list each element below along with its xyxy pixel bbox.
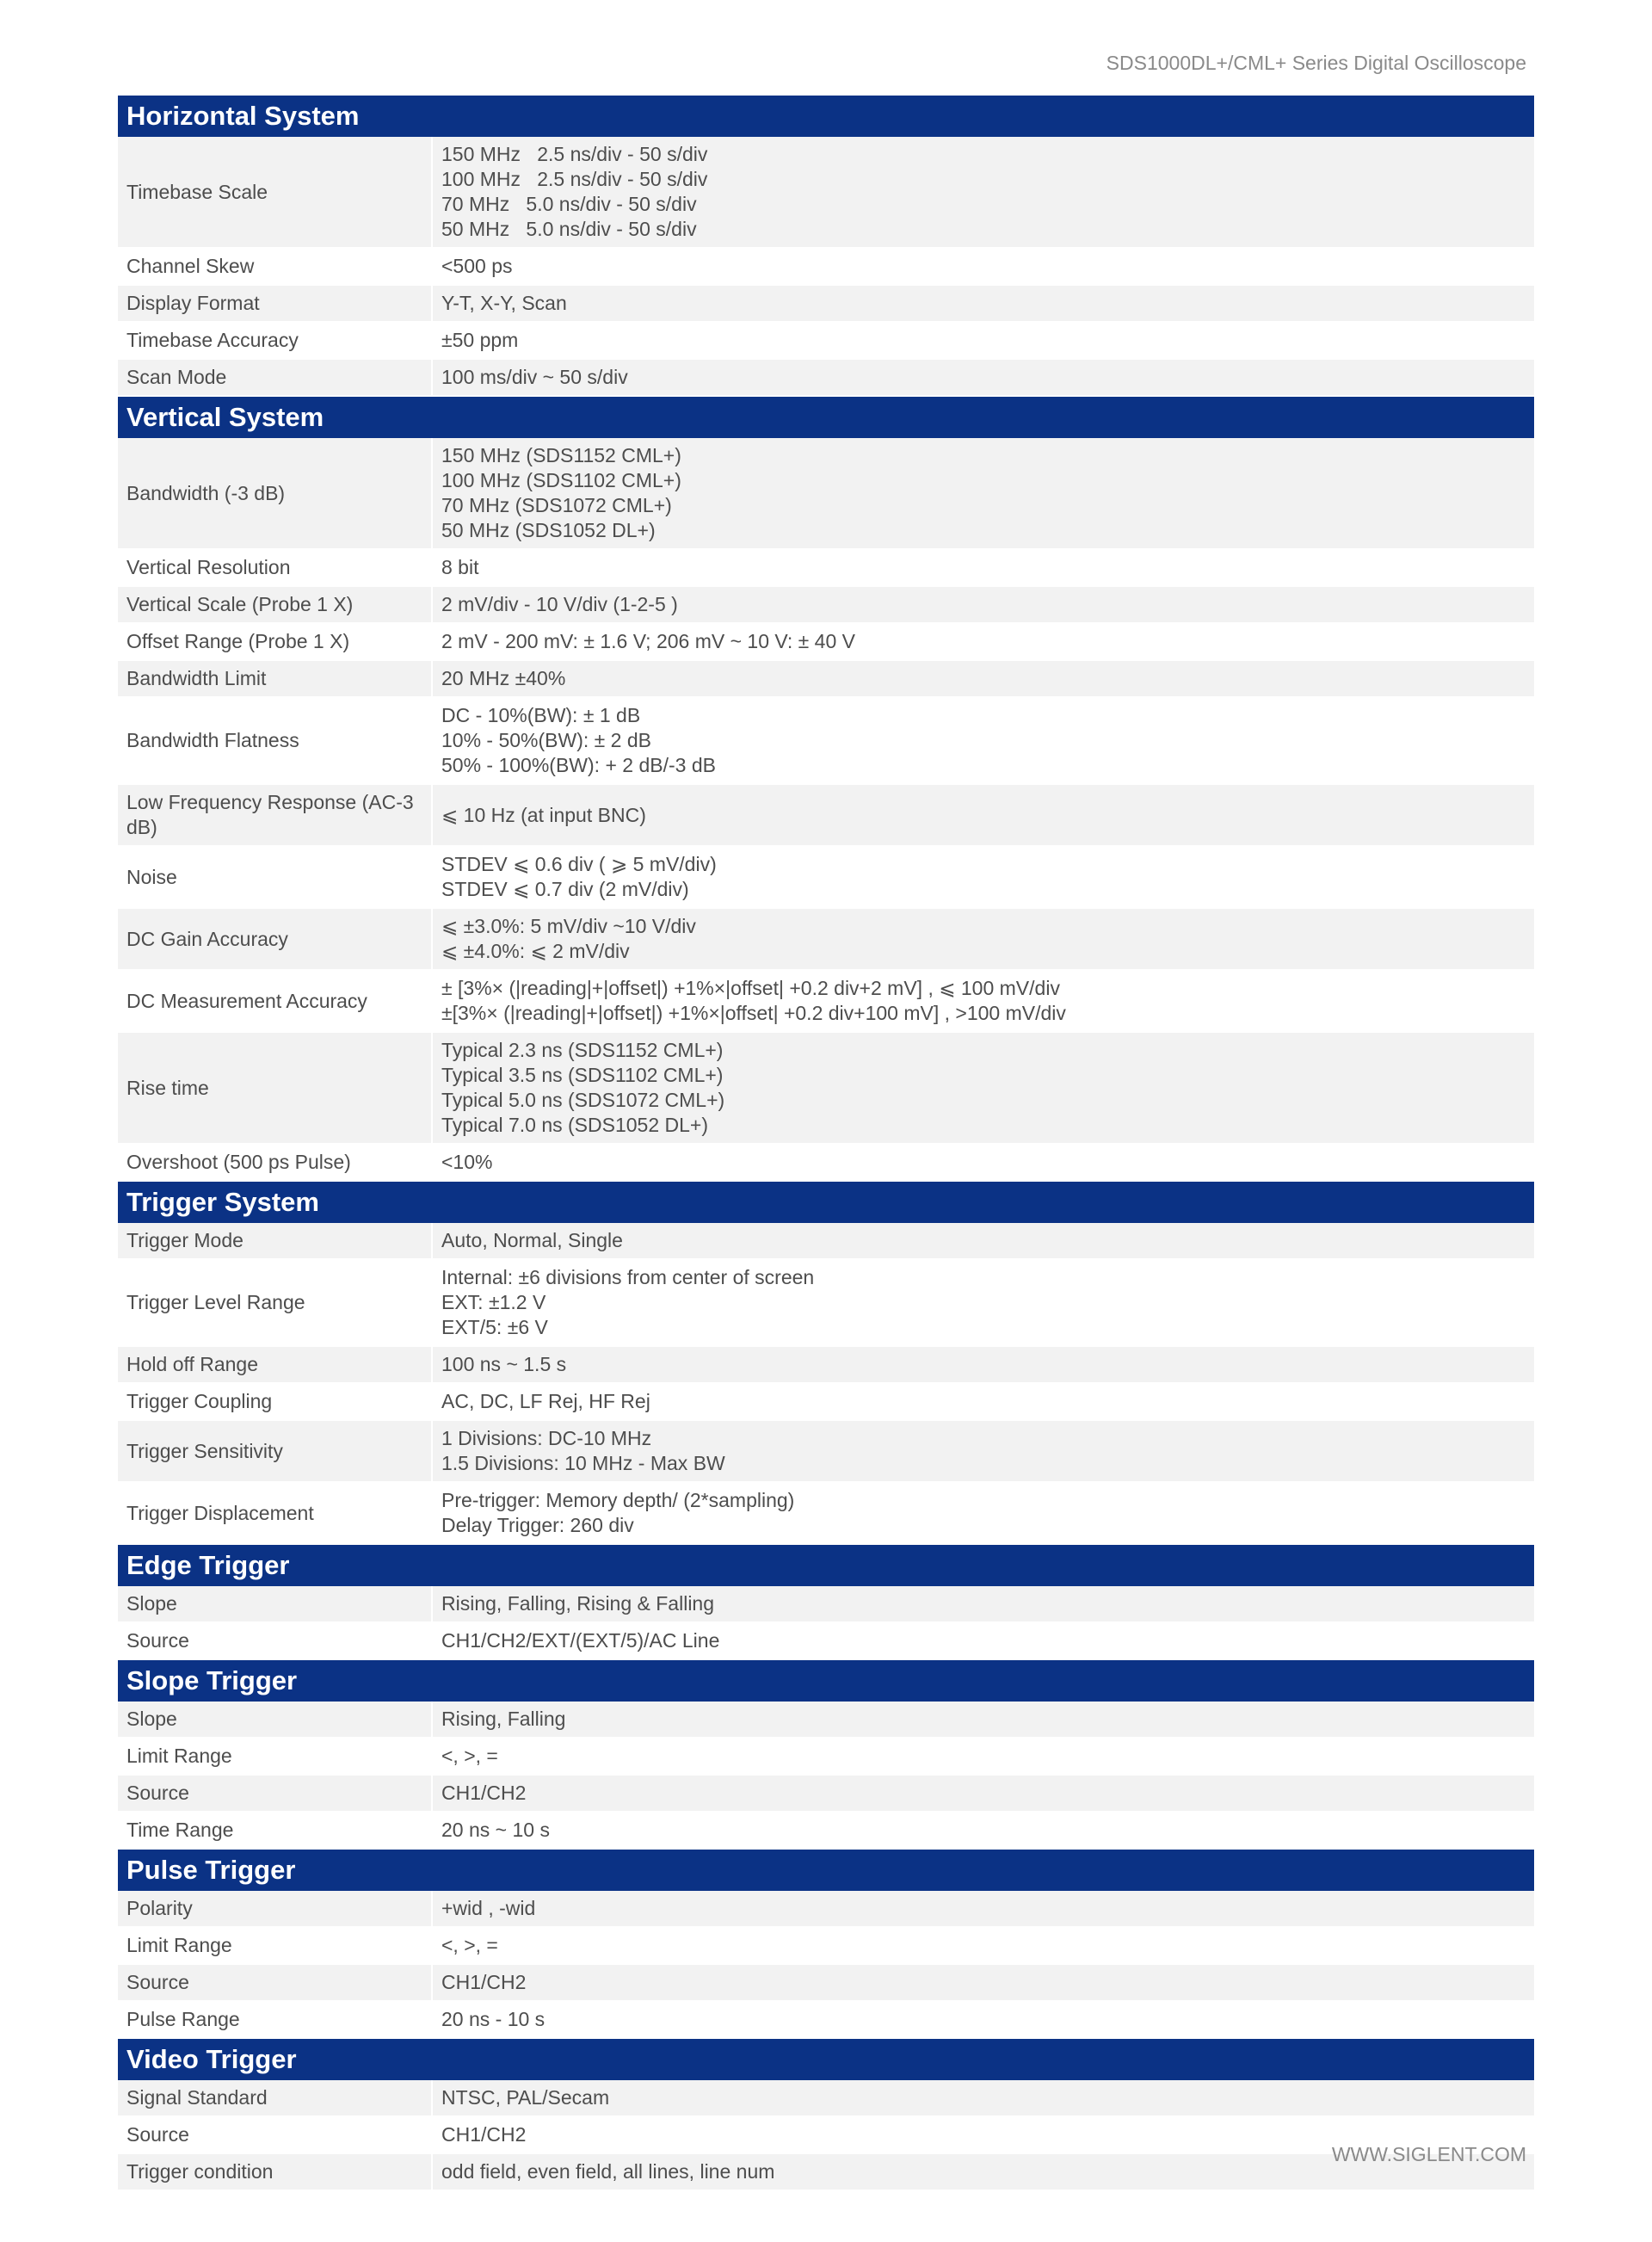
spec-label: Limit Range (118, 1739, 433, 1774)
spec-label: Trigger Mode (118, 1223, 433, 1258)
spec-value (433, 438, 1534, 548)
spec-value (433, 1813, 1534, 1848)
spec-label: Hold off Range (118, 1347, 433, 1382)
spec-value-line: Typical 2.3 ns (SDS1152 CML+) (441, 1039, 724, 1061)
spec-label: Vertical Scale (Probe 1 X) (118, 587, 433, 622)
spec-label: Trigger Level Range (118, 1260, 433, 1345)
spec-row (118, 785, 1534, 847)
spec-row (118, 847, 1534, 909)
spec-value-line: ± [3%× (|reading|+|offset|) +1%×|offset| +0.2 div+2 mV] , ⩽ 100 mV/div (441, 977, 1060, 999)
spec-value (433, 798, 1534, 833)
spec-value-line: AC, DC, LF Rej, HF Rej (441, 1390, 650, 1412)
spec-value-line: STDEV ⩽ 0.7 div (2 mV/div) (441, 878, 689, 900)
spec-label: Source (118, 1965, 433, 2000)
spec-value-line: 150 MHz (SDS1152 CML+) (441, 444, 681, 466)
spec-label: Overshoot (500 ps Pulse) (118, 1145, 433, 1180)
spec-label: Vertical Resolution (118, 550, 433, 585)
spec-label: Noise (118, 847, 433, 907)
spec-label: Trigger Coupling (118, 1384, 433, 1419)
spec-value (433, 1260, 1534, 1345)
spec-value-line: CH1/CH2 (441, 2123, 527, 2146)
spec-value (433, 1586, 1534, 1621)
spec-label: Timebase Accuracy (118, 323, 433, 358)
spec-value (433, 249, 1534, 284)
spec-label: Channel Skew (118, 249, 433, 284)
spec-value-line: 50 MHz (SDS1052 DL+) (441, 519, 656, 541)
spec-value-line: 50 MHz 5.0 ns/div - 50 s/div (441, 218, 697, 240)
spec-value-line: 70 MHz 5.0 ns/div - 50 s/div (441, 193, 697, 215)
spec-value-line: Auto, Normal, Single (441, 1229, 623, 1251)
spec-value (433, 1702, 1534, 1737)
spec-table (118, 96, 1534, 2191)
spec-value (433, 1483, 1534, 1543)
spec-value-line: 20 ns ~ 10 s (441, 1819, 550, 1841)
spec-value (433, 624, 1534, 659)
spec-value-line: odd field, even field, all lines, line num (441, 2160, 775, 2183)
spec-value (433, 1891, 1534, 1926)
spec-value-line: 100 ns ~ 1.5 s (441, 1353, 567, 1375)
spec-label: DC Gain Accuracy (118, 909, 433, 969)
section-header: Slope Trigger (118, 1660, 1534, 1702)
spec-value (433, 971, 1534, 1031)
spec-row (118, 1702, 1534, 1739)
spec-value-line: Internal: ±6 divisions from center of screen (441, 1266, 815, 1288)
running-header: SDS1000DL+/CML+ Series Digital Oscilloscope (1106, 52, 1526, 74)
spec-label: Display Format (118, 286, 433, 321)
spec-value (433, 360, 1534, 395)
spec-value (433, 1033, 1534, 1143)
spec-value-line: ⩽ ±3.0%: 5 mV/div ~10 V/div (441, 915, 696, 937)
spec-value-line: Pre-trigger: Memory depth/ (2*sampling) (441, 1489, 795, 1511)
spec-value-line: ⩽ ±4.0%: ⩽ 2 mV/div (441, 940, 630, 962)
spec-value-line: 20 ns - 10 s (441, 2008, 546, 2030)
spec-row (118, 137, 1534, 249)
spec-label: Rise time (118, 1033, 433, 1143)
spec-label: Trigger condition (118, 2154, 433, 2190)
spec-value (433, 909, 1534, 969)
spec-label: Slope (118, 1702, 433, 1737)
spec-value-line: 100 ms/div ~ 50 s/div (441, 366, 628, 388)
spec-label: Trigger Displacement (118, 1483, 433, 1543)
spec-row (118, 698, 1534, 785)
spec-label: Low Frequency Response (AC-3 dB) (118, 785, 433, 845)
spec-row (118, 286, 1534, 323)
spec-row (118, 323, 1534, 360)
spec-label: Source (118, 2117, 433, 2152)
spec-row (118, 438, 1534, 550)
spec-value (433, 1739, 1534, 1774)
spec-value (433, 1347, 1534, 1382)
section-header: Horizontal System (118, 96, 1534, 137)
spec-value (433, 286, 1534, 321)
section-header: Trigger System (118, 1182, 1534, 1223)
spec-row (118, 1145, 1534, 1182)
spec-value-line: Rising, Falling (441, 1708, 566, 1730)
spec-value-line: Rising, Falling, Rising & Falling (441, 1592, 715, 1615)
spec-value-line: <, >, = (441, 1745, 498, 1767)
spec-label: Offset Range (Probe 1 X) (118, 624, 433, 659)
spec-label: Bandwidth Limit (118, 661, 433, 696)
spec-row (118, 1586, 1534, 1623)
spec-value-line: Delay Trigger: 260 div (441, 1514, 634, 1536)
spec-row (118, 661, 1534, 698)
spec-row (118, 1033, 1534, 1145)
spec-label: Time Range (118, 1813, 433, 1848)
spec-value (433, 1421, 1534, 1481)
spec-row (118, 2117, 1534, 2154)
spec-value-line: 1.5 Divisions: 10 MHz - Max BW (441, 1452, 725, 1474)
spec-value-line: 100 MHz 2.5 ns/div - 50 s/div (441, 168, 708, 190)
spec-value-line: CH1/CH2/EXT/(EXT/5)/AC Line (441, 1629, 720, 1652)
spec-value (433, 1384, 1534, 1419)
section-header: Video Trigger (118, 2039, 1534, 2080)
spec-value (433, 1776, 1534, 1811)
spec-label: Slope (118, 1586, 433, 1621)
spec-label: Limit Range (118, 1928, 433, 1963)
spec-row (118, 360, 1534, 397)
spec-value-line: <500 ps (441, 255, 513, 277)
spec-value (433, 661, 1534, 696)
spec-label: Signal Standard (118, 2080, 433, 2115)
spec-value-line: CH1/CH2 (441, 1782, 527, 1804)
spec-label: Timebase Scale (118, 137, 433, 247)
spec-value (433, 847, 1534, 907)
spec-value-line: NTSC, PAL/Secam (441, 2086, 610, 2109)
spec-value (433, 323, 1534, 358)
spec-value-line: 2 mV/div - 10 V/div (1-2-5 ) (441, 593, 678, 615)
spec-value (433, 587, 1534, 622)
spec-label: DC Measurement Accuracy (118, 971, 433, 1031)
spec-value-line: +wid , -wid (441, 1897, 536, 1919)
spec-value-line: 50% - 100%(BW): + 2 dB/-3 dB (441, 754, 716, 776)
spec-row (118, 1965, 1534, 2002)
spec-label: Source (118, 1623, 433, 1658)
spec-row (118, 2154, 1534, 2191)
spec-label: Bandwidth (-3 dB) (118, 438, 433, 548)
spec-value (433, 1223, 1534, 1258)
spec-value-line: ⩽ 10 Hz (at input BNC) (441, 803, 646, 826)
spec-value-line: <, >, = (441, 1934, 498, 1956)
spec-value (433, 1145, 1534, 1180)
spec-row (118, 971, 1534, 1033)
spec-label: Bandwidth Flatness (118, 698, 433, 783)
spec-value (433, 698, 1534, 783)
spec-value (433, 137, 1534, 247)
spec-value-line: EXT: ±1.2 V (441, 1291, 546, 1313)
spec-row (118, 1223, 1534, 1260)
spec-value-line: Typical 3.5 ns (SDS1102 CML+) (441, 1064, 724, 1086)
spec-value-line: ±50 ppm (441, 329, 519, 351)
spec-value (433, 1928, 1534, 1963)
spec-row (118, 1347, 1534, 1384)
spec-value-line: 20 MHz ±40% (441, 667, 566, 689)
spec-value-line: Y-T, X-Y, Scan (441, 292, 567, 314)
spec-value-line: 2 mV - 200 mV: ± 1.6 V; 206 mV ~ 10 V: ± 40 V (441, 630, 856, 652)
spec-value-line: 150 MHz 2.5 ns/div - 50 s/div (441, 143, 708, 165)
section-header: Edge Trigger (118, 1545, 1534, 1586)
spec-row (118, 2002, 1534, 2039)
footer-url: WWW.SIGLENT.COM (1331, 2143, 1526, 2165)
spec-value-line: 100 MHz (SDS1102 CML+) (441, 469, 681, 491)
spec-row (118, 909, 1534, 971)
spec-value-line: 70 MHz (SDS1072 CML+) (441, 494, 672, 516)
spec-row (118, 1421, 1534, 1483)
spec-value (433, 2002, 1534, 2037)
spec-value-line: CH1/CH2 (441, 1971, 527, 1993)
section-header: Pulse Trigger (118, 1850, 1534, 1891)
spec-value-line: Typical 7.0 ns (SDS1052 DL+) (441, 1114, 709, 1136)
spec-row (118, 1483, 1534, 1545)
spec-value-line: 1 Divisions: DC-10 MHz (441, 1427, 652, 1449)
spec-value-line: Typical 5.0 ns (SDS1072 CML+) (441, 1089, 725, 1111)
spec-row (118, 1623, 1534, 1660)
spec-label: Polarity (118, 1891, 433, 1926)
spec-label: Trigger Sensitivity (118, 1421, 433, 1481)
spec-row (118, 1928, 1534, 1965)
spec-row (118, 1739, 1534, 1776)
spec-label: Scan Mode (118, 360, 433, 395)
section-header: Vertical System (118, 397, 1534, 438)
spec-value-line: 10% - 50%(BW): ± 2 dB (441, 729, 651, 751)
spec-row (118, 1891, 1534, 1928)
spec-row (118, 2080, 1534, 2117)
spec-row (118, 249, 1534, 286)
spec-label: Source (118, 1776, 433, 1811)
spec-row (118, 550, 1534, 587)
spec-value-line: DC - 10%(BW): ± 1 dB (441, 704, 641, 726)
spec-row (118, 624, 1534, 661)
spec-value (433, 1965, 1534, 2000)
spec-label: Pulse Range (118, 2002, 433, 2037)
spec-row (118, 1813, 1534, 1850)
spec-row (118, 1776, 1534, 1813)
spec-row (118, 1384, 1534, 1421)
spec-value (433, 1623, 1534, 1658)
spec-value-line: 8 bit (441, 556, 479, 578)
spec-value-line: ±[3%× (|reading|+|offset|) +1%×|offset| +0.2 div+100 mV] , >100 mV/div (441, 1002, 1066, 1024)
spec-value (433, 2080, 1534, 2115)
spec-row (118, 587, 1534, 624)
spec-value-line: EXT/5: ±6 V (441, 1316, 548, 1338)
spec-value-line: <10% (441, 1151, 493, 1173)
spec-row (118, 1260, 1534, 1347)
spec-value-line: STDEV ⩽ 0.6 div ( ⩾ 5 mV/div) (441, 853, 717, 875)
spec-value (433, 550, 1534, 585)
